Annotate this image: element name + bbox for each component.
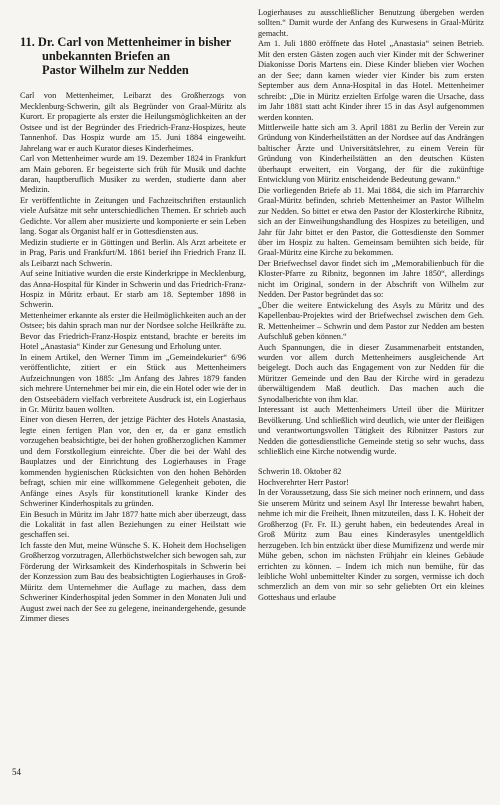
paragraph: Er veröffentlichte in Zeitungen und Fachzeitschriften erstaunlich viele Aufsätze mit sehr unterschiedlichen Themen. Er schrieb auch Gedichte. Vor allem aber musizierte und komponierte er sein Leben lang. Sogar als Organist half er in Gottesdiensten aus.: [20, 195, 246, 237]
paragraph: Carl von Mettenheimer wurde am 19. Dezember 1824 in Frankfurt am Main geboren. Er begeisterte sich früh für Musik und dachte daran, hauptberuflich Musiker zu werden, studierte dann aber Medizin.: [20, 154, 246, 195]
page-number: 54: [12, 767, 21, 777]
paragraph: Mettenheimer erkannte als erster die Heilmöglichkeiten auch an der Ostsee; bis dahin sprach man nur der Nordsee solche Heilkräfte zu. Bevor das Friedrich-Franz-Hospiz entstand, brachte er bereits im Hotel „Anastasia“ Kinder zur Genesung und Erholung unter.: [20, 310, 246, 352]
paragraph: Carl von Mettenheimer, Leibarzt des Großherzogs von Mecklenburg-Schwerin, gilt als Begründer von Graal-Müritz als Kurort. Er propagierte als erster die Heilungsmöglichkeiten an der Ostsee und ist der Begründer des Friedrich-Franz-Hospizes, heute Tannenhof. Das Hospiz wurde am 15. Juni 1884 eingeweiht. Jahrelang war er auch Kurator dieses Kinderheimes.: [20, 91, 246, 153]
section-spacer: [258, 457, 484, 467]
two-column-body: [18, 8, 484, 625]
heading-line-2: unbekannten Briefen an: [42, 48, 171, 63]
heading-line-3: Pastor Wilhelm zur Nedden: [42, 62, 189, 77]
left-column: [20, 36, 246, 625]
paragraph: In einem Artikel, den Werner Timm im „Gemeindekurier“ 6/96 veröffentlichte, zitiert er ein Stück aus Mettenheimers Aufzeichnungen von 1885: „Im Anfang des Jahres 1879 fanden sich mehrere Unternehmer bei mir ein, die ein Hotel oder wie der in den Ostseebädern vielfach verbreitete Ausdruck ist, ein Logierhaus in Gr. Müritz bauen wollten.: [20, 352, 246, 414]
paragraph: Auch Spannungen, die in dieser Zusammenarbeit entstanden, wurden vor allem durch Mettenheimers ausgleichende Art beigelegt. Doch auch das Engagement von zur Nedden für die Müritzer Gemeinde und den Bau der Kirche wird in geradezu überwältigendem Maß deutlich. Das machen auch die Synodalberichte von ihm klar.: [258, 342, 484, 404]
letter-place-date: Schwerin 18. Oktober 82: [258, 467, 342, 477]
letter-body: In der Voraussetzung, dass Sie sich meiner noch erinnern, und dass Sie unserem Müritz und seinem Asyl Ihr Interesse bewahrt haben, nehme ich mir die Freiheit, Ihnen mitzuteilen, dass I. K. Hoheit der Großherzog (Fr. Fr. II.) geruht haben, ein bedeutendes Areal in Groß Müritz zum Bau eines Kinderasyles unentgeldlich herzugeben. Ich bin entzückt über diese Mumifizenz und werde mir Mühe geben, schon im nächsten Frühjahr ein kleines Gebäude errichten zu können. – Indem ich mich nun bemühe, für das leibliche Wohl unbemittelter Kinder zu sorgen, vermisse ich doch schmerzlich an dem von mir so sehr geliebten Ort ein kleines Gotteshaus und erlaube: [258, 488, 484, 602]
paragraph: Der Briefwechsel davor findet sich im „Memorabilienbuch für die Kloster-Pfarre zu Ribnitz, begonnen im Jahre 1850“, allerdings nicht im Original, sondern in der Abschrift von Wilhelm zur Nedden. Der Pastor begründet das so:: [258, 258, 484, 300]
paragraph: Interessant ist auch Mettenheimers Urteil über die Müritzer Bevölkerung. Und schließlich wird deutlich, wie unter der fleißigen und verantwortungsvollen Tätigkeit des Ribnitzer Pastors zur Nedden die gottesdienstliche Gemeinde stetig so sehr wuchs, dass schließlich eine Kirche notwendig wurde.: [258, 405, 484, 457]
right-column: [258, 8, 484, 603]
paragraph: Logierhauses zu ausschließlicher Benutzung übergeben werden sollten.“ Damit wurde der Anfang des Kurwesens in Graal-Müritz gemacht.: [258, 8, 484, 38]
paragraph: Auf seine Initiative wurden die erste Kinderkrippe in Mecklenburg, das Anna-Hospital für Kinder in Schwerin und das Friedrich-Franz-Hospiz in Müritz erbaut. Er starb am 18. September 1898 in Schwerin.: [20, 269, 246, 310]
chapter-heading: [20, 36, 246, 77]
paragraph: „Über die weitere Entwickelung des Asyls zu Müritz und des Kapellenbau-Projektes wird der Briefwechsel zwischen dem Geh. R. Mettenheimer – Schwrin und dem Pastor zur Nedden am besten Aufschluß geben können.“: [258, 300, 484, 342]
letter-salutation: Hochverehrter Herr Pastor!: [258, 477, 349, 487]
paragraph: Einer von diesen Herren, der jetzige Pächter des Hotels Anastasia, legte einen fertigen Plan vor, den er, da er ganz ernstlich vorzugehen beabsichtigte, bei der hohen großherzoglichen Kammer und dem Forstkollegium einreichte. Über die bei der Wahl des Bauplatzes und der Einrichtung des Logierhauses in Frage kommenden hygienischen Rücksichten von den hohen Behörden befragt, schien mir eine willkommene Gelegenheit geboten, die Anfänge eines Asyls für konstitutionell kranke Kinder des Schweriner Kinderhospitals zu gründen.: [20, 415, 246, 509]
paragraph: Die vorliegenden Briefe ab 11. Mai 1884, die sich im Pfarrarchiv Graal-Müritz befinden, schrieb Mettenheimer an Pastor Wilhelm zur Nedden. So bittet er etwa den Pastor der Klosterkirche Ribnitz, sich an der Einweihungshandlung des Hospizes zu beteiligen, und Jahr für Jahr bittet er den Pastor, die Gottesdienste den Sommer über im Hospiz zu halten. Gemeinsam bemühten sich beide, für Graal-Müritz eine Kirche zu bekommen.: [258, 185, 484, 258]
heading-line-1: 11. Dr. Carl von Mettenheimer in bisher: [20, 35, 232, 49]
paragraph: Mittlerweile hatte sich am 3. April 1881 zu Berlin der Verein zur Gründung von Kinderheilstätten an der Nordsee auf das Andrängen baltischer Ärzte und Universitätslehrer, zu einem Verein für Gründung von Kinderheilstätten an den deutschen Küsten überhaupt erweitert, ein Vorgang, der für die zukünftige Entwicklung von Müritz entscheidende Bedeutung gewann.“: [258, 122, 484, 185]
paragraph: Am 1. Juli 1880 eröffnete das Hotel „Anastasia“ seinen Betrieb. Mit den ersten Gästen zogen auch vier Kinder mit der Schweriner Diakonisse Doris Martens ein. Diese Kinder blieben vier Wochen an der See; dann kamen wieder vier Kinder bis zum ersten September aus dem Anna-Hospital in das Hotel. Mettenheimer schreibt: „Die in Müritz erzielten Erfolge waren die Ursache, dass im Jahr 1881 statt acht Kinder ihrer 15 in das Asyl aufgenommen werden konnten.: [258, 39, 484, 122]
paragraph: Ich fasste den Mut, meine Wünsche S. K. Hoheit dem Hochseligen Großherzog vorzutragen, Allerhöchstwelcher sich bewogen sah, zur Förderung der Wirksamkeit des Kinderhospitals in Schwerin bei der Konzession zum Bau des beabsichtigten Logierhauses in Groß-Müritz dem Unternehmer die Auflage zu machen, dass dem Schweriner Kinderhospital jeden Sommer in den Monaten Juli und August zwei nach der See zu gelegene, ineinandergehende, gesunde Zimmer dieses: [20, 540, 246, 624]
paragraph: Medizin studierte er in Göttingen und Berlin. Als Arzt arbeitete er in Prag, Paris und Frankfurt/M. 1861 berief ihn Friedrich Franz II. als Leibarzt nach Schwerin.: [20, 237, 246, 268]
paragraph: Ein Besuch in Müritz im Jahr 1877 hatte mich aber überzeugt, dass die Lokalität in fast allen Beziehungen zu einer Heilstatt wie geschaffen sei.: [20, 509, 246, 540]
